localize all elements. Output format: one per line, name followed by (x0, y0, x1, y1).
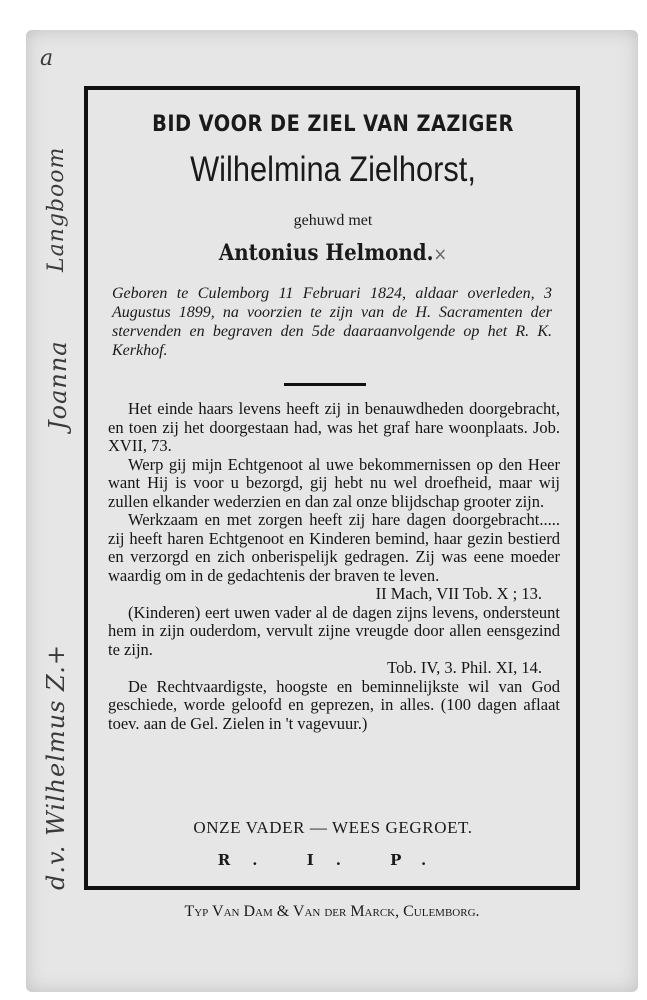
handwritten-corner-letter: a (40, 46, 55, 71)
scripture-reference: Tob. IV, 3. Phil. XI, 14. (387, 658, 542, 677)
prayer-line: ONZE VADER — WEES GEGROET. (193, 818, 473, 837)
paragraph: Werp gij mijn Echtgenoot al uwe bekommernissen op den Heer want Hij is voor u bezorgd, gij hebt nu wel droefheid, maar wij zullen elkander wederzien en dan zal onze blijdschap grooter zijn. (108, 454, 560, 511)
deceased-name: Wilhelmina Zielhorst, (190, 150, 476, 189)
scripture-text (108, 400, 560, 733)
handwritten-note: d.v. Wilhelmus Z.+ (42, 643, 70, 890)
married-label: gehuwd met (293, 212, 373, 229)
paragraph: De Rechtvaardigste, hoogste en beminnelijkste wil van God geschiede, worde geloofd en geprezen, in alles. (100 dagen aflaat toev. aan de Gel. Zielen in 't vagevuur.) (108, 676, 560, 733)
handwritten-cross-mark: × (433, 244, 448, 265)
printer-imprint: Typ Van Dam & Van der Marck, Culemborg. (184, 903, 480, 920)
spouse-line (114, 240, 551, 266)
rip-line: R. I. P. (217, 851, 449, 869)
handwritten-surname: Langboom (44, 146, 69, 272)
handwritten-given-name: Joanna (44, 340, 72, 430)
heading: BID VOOR DE ZIEL VAN ZAZIGER (152, 112, 514, 137)
paragraph: (Kinderen) eert uwen vader al de dagen zijns levens, ondersteunt hem in zijn ouderdom, vervult zijne vreugde door allen eensgezind te zijn. (108, 602, 560, 659)
paragraph: Werkzaam en met zorgen heeft zij hare dagen doorgebracht..... zij heeft haren Echtgenoot en Kinderen bemind, haar gezin bestierd en verzorgd en zich onberispelijk gedragen. Zij was eene moeder waardig om in de gedachtenis der braven te leven. (108, 510, 560, 585)
spouse-name: Antonius Helmond. (218, 240, 434, 266)
paragraph: Het einde haars levens heeft zij in benauwdheden doorgebracht, en toen zij het doorgestaan had, was het graf hare woonplaats. Job. XVII, 73. (108, 399, 560, 455)
scripture-reference: II Mach, VII Tob. X ; 13. (375, 584, 542, 603)
divider-rule (284, 383, 366, 386)
birth-death-paragraph: Geboren te Culemborg 11 Februari 1824, aldaar overleden, 3 Augustus 1899, na voorzien te zijn van de H. Sacramenten der stervenden en begraven den 5de daaraanvolgende op het R. K. Kerkhof. (112, 285, 552, 359)
